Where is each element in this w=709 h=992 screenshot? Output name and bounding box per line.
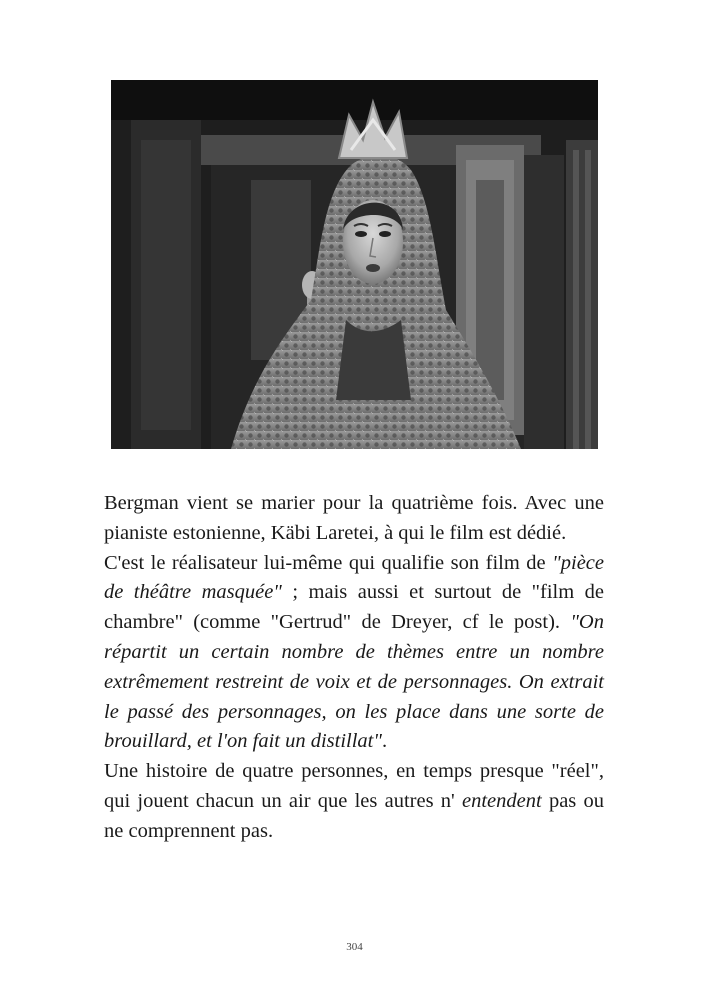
- film-still-illustration: [111, 80, 598, 449]
- paragraph-2-end: .: [382, 730, 388, 753]
- page-number: 304: [346, 941, 363, 953]
- emphasis-entendent: entendent: [462, 789, 542, 812]
- paragraph-3-end: pas ou ne comprennent pas.: [104, 789, 605, 842]
- body-text: [104, 489, 604, 847]
- paragraph-1-text: Bergman vient se marier pour la quatrième fois. Avec une pianiste estonienne, Käbi Laretei, à qui le film est dédié.: [104, 492, 604, 544]
- quote-bergman: "On répartit un certain nombre de thèmes entre un nombre extrêmement restreint de voix et de personnages. On extrait le passé des personnages, on les place dans une sorte de brouillard, et l'on fait un distillat": [104, 611, 604, 753]
- paragraph-2: [104, 549, 604, 758]
- paragraph-2-middle: ; mais aussi et surtout de "film de chambre" (comme "Gertrud" de Dreyer, cf le post).: [104, 581, 604, 634]
- film-still-photo: [111, 80, 598, 449]
- paragraph-3-intro: Une histoire de quatre personnes, en temps presque "réel", qui jouent chacun un air que les autres n': [104, 760, 604, 812]
- quote-piece-de-theatre: "pièce de théâtre masquée": [104, 551, 604, 604]
- paragraph-3: [104, 757, 604, 846]
- paragraph-2-intro: C'est le réalisateur lui-même qui qualifie son film de: [104, 551, 553, 574]
- paragraph-1: [104, 489, 604, 549]
